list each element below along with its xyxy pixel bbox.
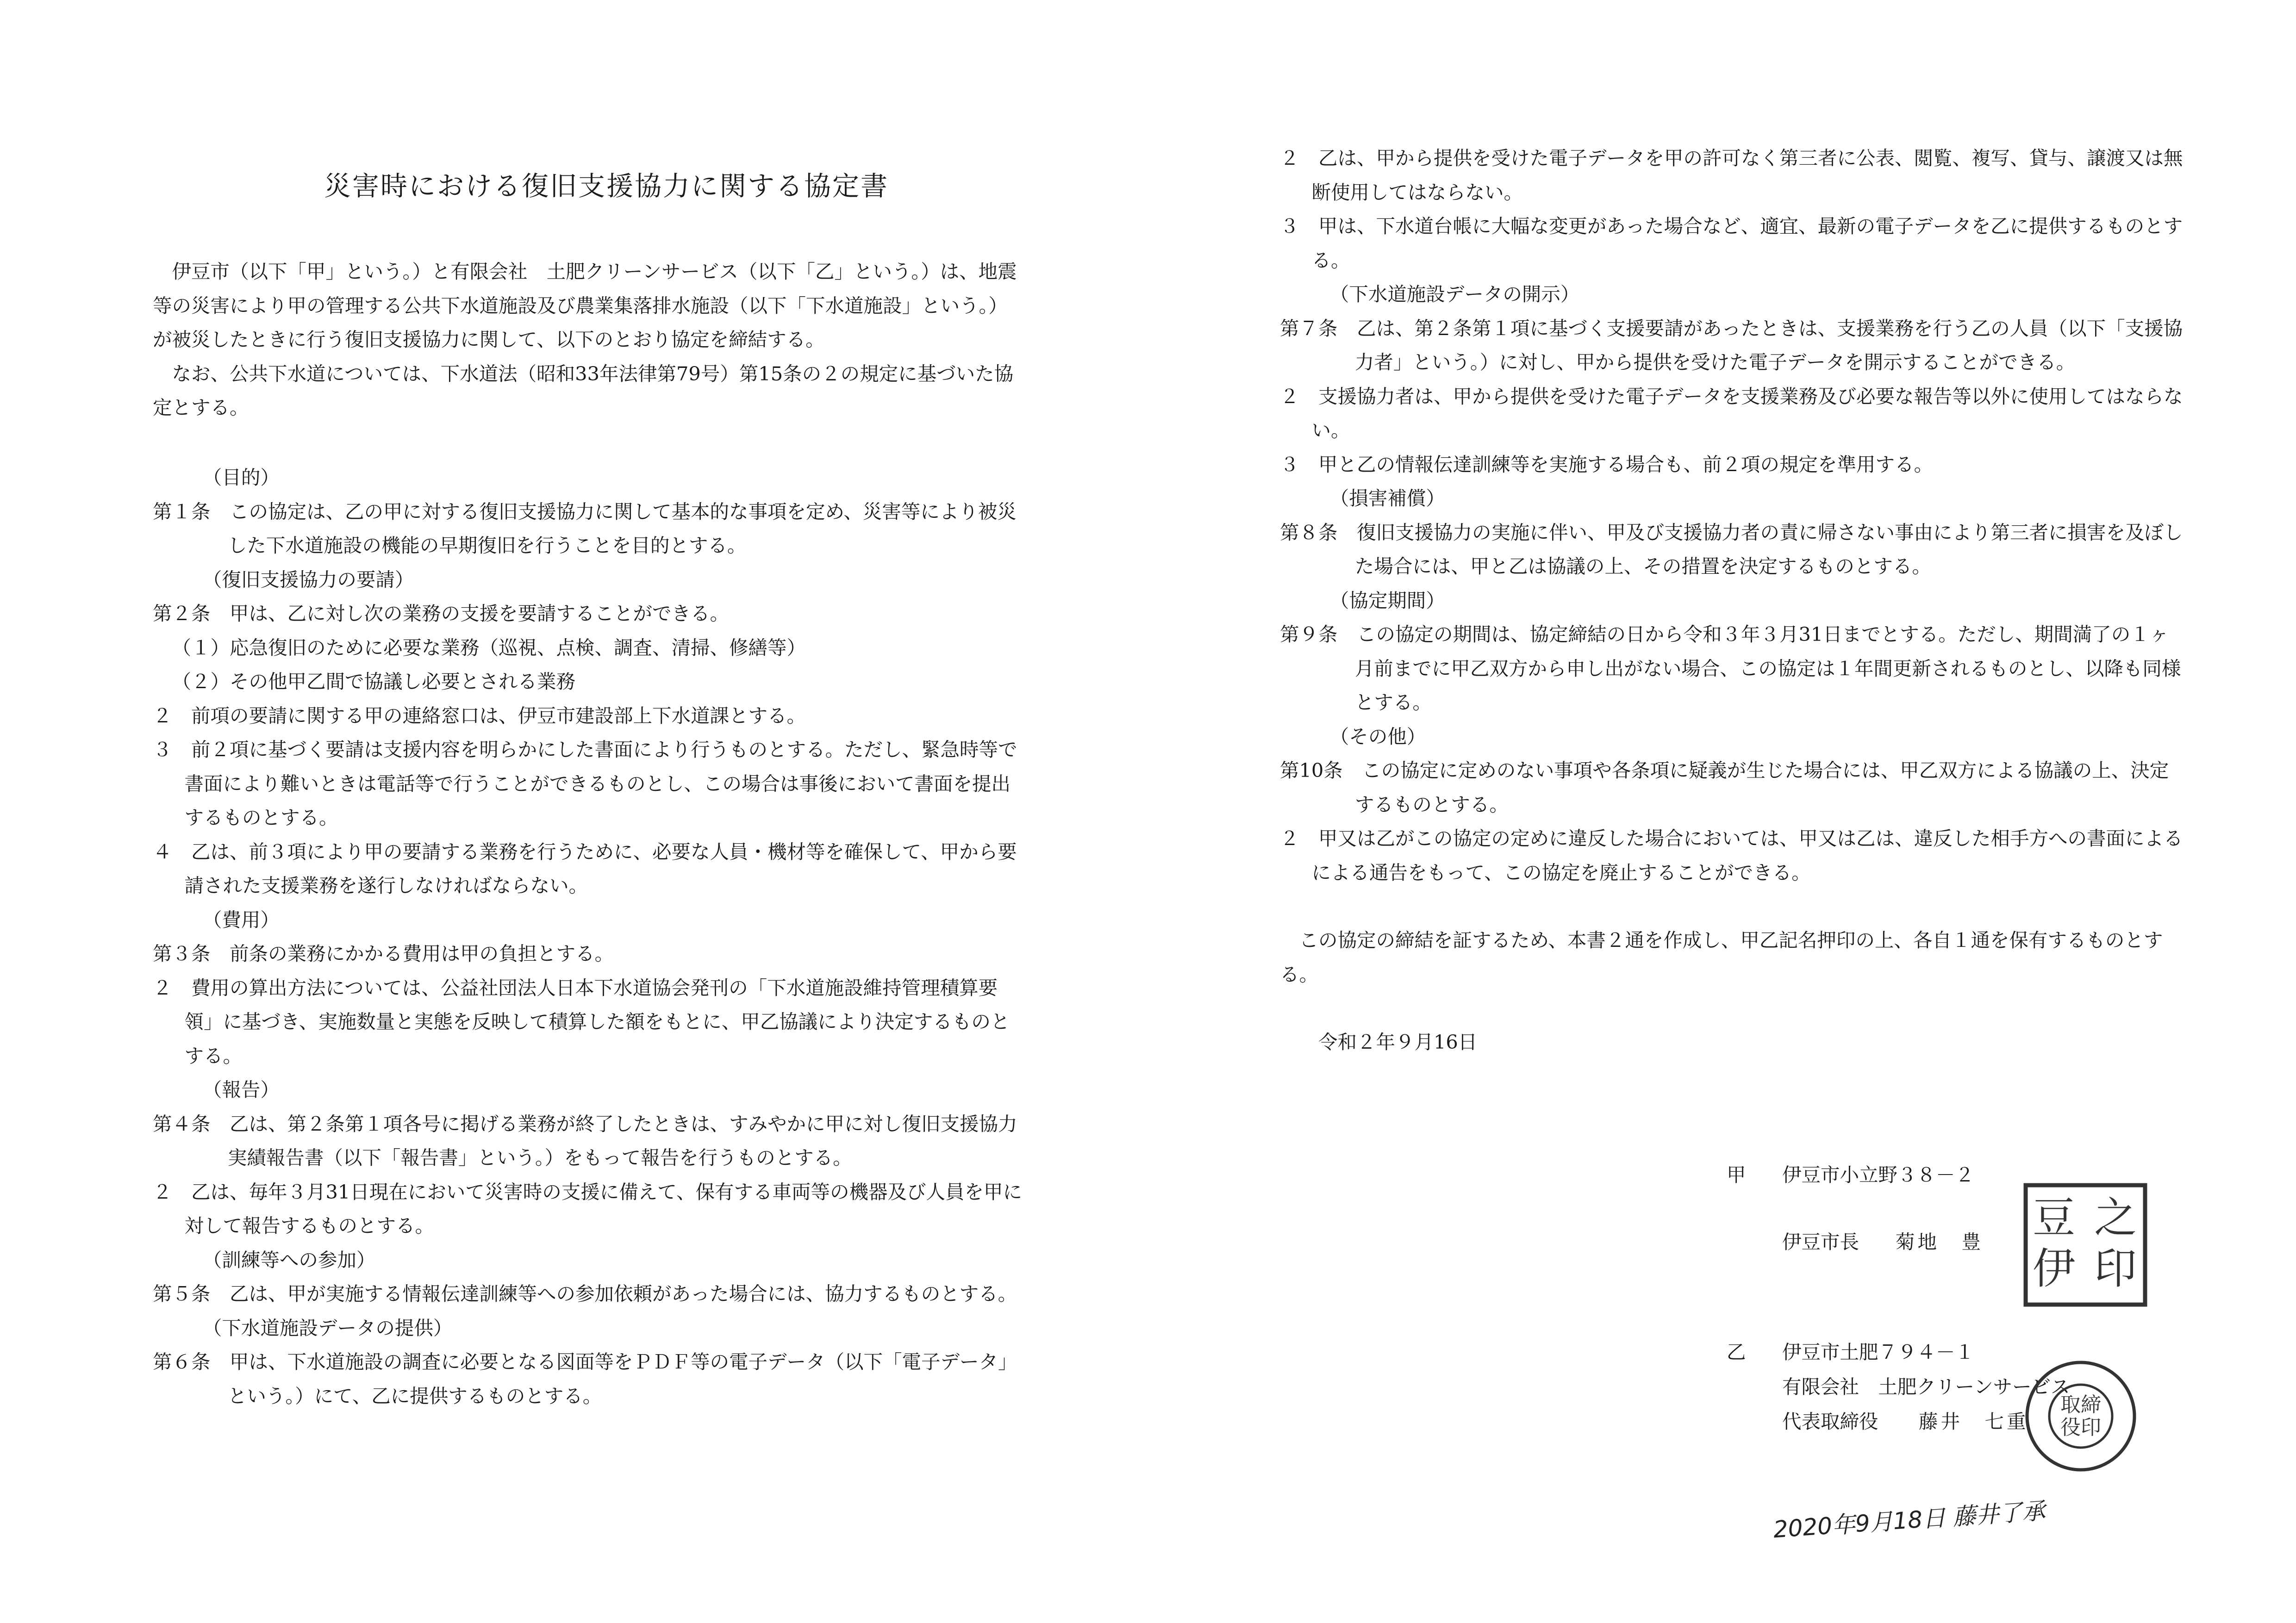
article-5-heading: （訓練等への参加）: [202, 1248, 376, 1271]
article-3-paragraph-2: ２ 費用の算出方法については、公益社団法人日本下水道協会発刊の「下水道施設維持管理積算要領」に基づき、実施数量と実態を反映して積算した額をもとに、甲乙協議により決定するものとする。: [153, 976, 1010, 1067]
svg-text:印: 印: [2094, 1244, 2137, 1293]
party-b-label: 乙: [1727, 1341, 1746, 1363]
party-b-name: 藤井 七重: [1919, 1410, 2029, 1433]
party-a-label: 甲: [1727, 1163, 1746, 1186]
article-3-heading: （費用）: [202, 908, 280, 931]
article-10-paragraph-2: ２ 甲又は乙がこの協定の定めに違反した場合においては、甲又は乙は、違反した相手方への書面によるによる通告をもって、この協定を廃止することができる。: [1280, 827, 2183, 884]
article-7-text: 第７条 乙は、第２条第１項に基づく支援要請があったときは、支援業務を行う乙の人員（以下「支援協力者」という。）に対し、甲から提供を受けた電子データを開示することができる。: [1280, 317, 2183, 373]
article-9-text: 第９条 この協定の期間は、協定締結の日から令和３年３月31日までとする。ただし、期間満了の１ヶ月前までに甲乙双方から申し出がない場合、この協定は１年間更新されるものとし、以降も同様とする。: [1280, 623, 2181, 714]
svg-text:之: 之: [2094, 1193, 2137, 1243]
party-b-company: 有限会社 土肥クリーンサービス: [1782, 1375, 2070, 1398]
article-2-item-1: （１）応急復旧のために必要な業務（巡視、点検、調査、清掃、修繕等）: [172, 636, 806, 659]
article-3-text: 第３条 前条の業務にかかる費用は甲の負担とする。: [153, 942, 614, 965]
article-4-text: 第４条 乙は、第２条第１項各号に掲げる業務が終了したときは、すみやかに甲に対し復旧支援協力実績報告書（以下「報告書」という。）をもって報告を行うものとする。: [153, 1112, 1017, 1169]
article-4-paragraph-2: ２ 乙は、毎年３月31日現在において災害時の支援に備えて、保有する車両等の機器及び人員を甲に対して報告するものとする。: [153, 1180, 1022, 1237]
article-7-paragraph-3: ３ 甲と乙の情報伝達訓練等を実施する場合も、前２項の規定を準用する。: [1280, 453, 1934, 476]
party-b-address: 伊豆市土肥７９４－１: [1782, 1341, 1975, 1363]
article-7-heading: （下水道施設データの開示）: [1329, 283, 1580, 305]
svg-text:取締: 取締: [2060, 1393, 2101, 1417]
article-2-heading: （復旧支援協力の要請）: [202, 568, 414, 591]
preamble: [153, 255, 1023, 425]
article-2-paragraph-2: ２ 前項の要請に関する甲の連絡窓口は、伊豆市建設部上下水道課とする。: [153, 704, 806, 727]
mayor-seal: [2023, 1182, 2148, 1307]
svg-text:豆: 豆: [2032, 1193, 2076, 1243]
article-1-text: 第１条 この協定は、乙の甲に対する復旧支援協力に関して基本的な事項を定め、災害等により被災した下水道施設の機能の早期復旧を行うことを目的とする。: [153, 500, 1017, 557]
article-6-paragraph-2: ２ 乙は、甲から提供を受けた電子データを甲の許可なく第三者に公表、閲覧、複写、貸与、譲渡又は無断使用してはならない。: [1280, 147, 2183, 204]
article-1-heading: （目的）: [202, 466, 280, 489]
party-a-address: 伊豆市小立野３８－２: [1782, 1163, 1975, 1186]
svg-text:役印: 役印: [2060, 1416, 2101, 1439]
preamble-paragraph-1: 伊豆市（以下「甲」という。）と有限会社 土肥クリーンサービス（以下「乙」という。）は、地震等の災害により甲の管理する公共下水道施設及び農業集落排水施設（以下「下水道施設」という。）が被災したときに行う復旧支援協力に関して、以下のとおり協定を締結する。: [153, 260, 1017, 351]
closing-statement: この協定の締結を証するため、本書２通を作成し、甲乙記名押印の上、各自１通を保有するものとする。: [1280, 929, 2163, 986]
article-10-heading: （その他）: [1329, 725, 1426, 748]
svg-text:伊: 伊: [2032, 1244, 2076, 1293]
party-b-title: 代表取締役: [1782, 1410, 1878, 1433]
article-4-heading: （報告）: [202, 1078, 280, 1101]
article-6-heading: （下水道施設データの提供）: [202, 1316, 453, 1339]
right-page: [1148, 0, 2296, 1623]
article-8-text: 第８条 復旧支援協力の実施に伴い、甲及び支援協力者の責に帰さない事由により第三者に損害を及ぼした場合には、甲と乙は協議の上、その措置を決定するものとする。: [1280, 521, 2183, 578]
article-7-paragraph-2: ２ 支援協力者は、甲から提供を受けた電子データを支援業務及び必要な報告等以外に使用してはならない。: [1280, 385, 2183, 442]
article-2-text: 第２条 甲は、乙に対し次の業務の支援を要請することができる。: [153, 602, 730, 625]
handwritten-date-note: 2020年9月18日 藤井了承: [1772, 1497, 2046, 1543]
document-title: 災害時における復旧支援協力に関する協定書: [324, 170, 889, 202]
party-a-name: 菊地 豊: [1896, 1231, 1984, 1253]
article-10-text: 第10条 この協定に定めのない事項や各条項に疑義が生じた場合には、甲乙双方による協議の上、決定するものとする。: [1280, 759, 2169, 816]
articles-right: [1280, 141, 2187, 1059]
article-2-item-2: （２）その他甲乙間で協議し必要とされる業務: [172, 670, 576, 693]
article-6-text: 第６条 甲は、下水道施設の調査に必要となる図面等をＰＤＦ等の電子データ（以下「電子データ」という。）にて、乙に提供するものとする。: [153, 1350, 1017, 1407]
preamble-paragraph-2: なお、公共下水道については、下水道法（昭和33年法律第79号）第15条の２の規定に基づいた協定とする。: [153, 362, 1014, 419]
article-5-text: 第５条 乙は、甲が実施する情報伝達訓練等への参加依頼があった場合には、協力するものとする。: [153, 1282, 1017, 1305]
company-seal: [2023, 1358, 2139, 1474]
article-6-paragraph-3: ３ 甲は、下水道台帳に大幅な変更があった場合など、適宜、最新の電子データを乙に提供するものとする。: [1280, 215, 2183, 272]
articles-left: [153, 460, 1023, 1413]
article-2-paragraph-3: ３ 前２項に基づく要請は支援内容を明らかにした書面により行うものとする。ただし、緊急時等で書面により難いときは電話等で行うことができるものとし、この場合は事後において書面を提出するものとする。: [153, 738, 1017, 829]
party-a-title: 伊豆市長: [1782, 1231, 1859, 1253]
article-8-heading: （損害補償）: [1329, 487, 1445, 510]
article-2-paragraph-4: ４ 乙は、前３項により甲の要請する業務を行うために、必要な人員・機材等を確保して、甲から要請された支援業務を遂行しなければならない。: [153, 840, 1017, 897]
agreement-date: 令和２年９月16日: [1318, 1031, 1478, 1053]
article-9-heading: （協定期間）: [1329, 589, 1445, 612]
